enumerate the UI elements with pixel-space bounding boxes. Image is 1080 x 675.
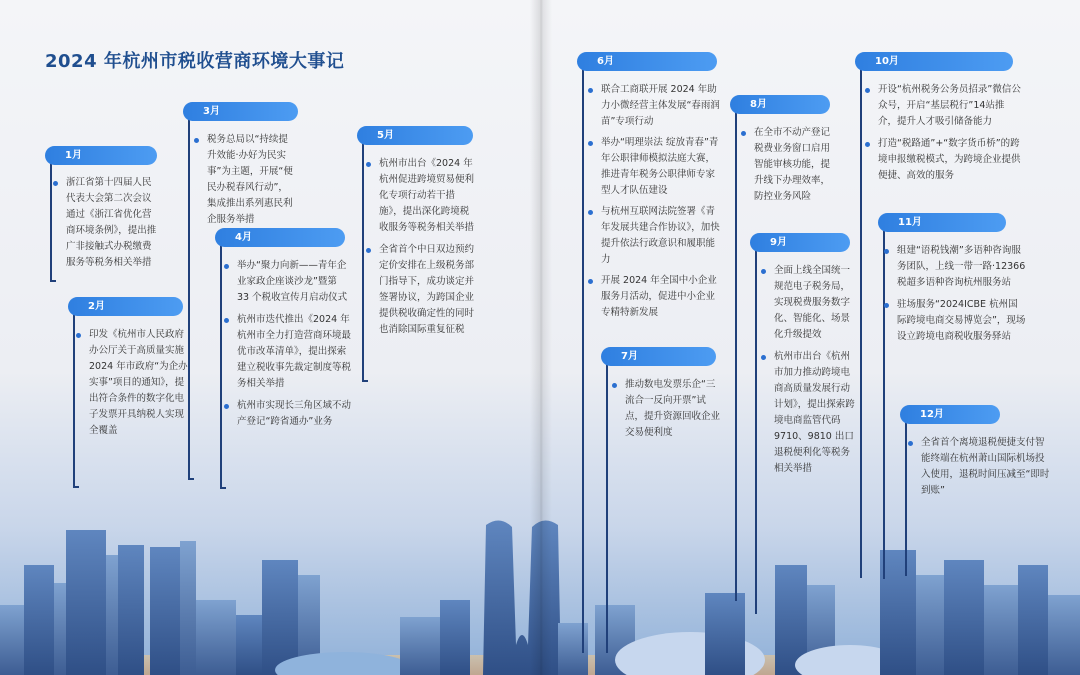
month-label: 10月 [855, 52, 1013, 71]
event-item: 全面上线全国统一规范电子税务局，实现税费服务数字化、智能化、场景化升级提效 [763, 263, 855, 343]
month-label: 12月 [900, 405, 1000, 424]
timeline-line [735, 111, 737, 601]
event-list [743, 125, 831, 211]
event-list [368, 156, 476, 344]
event-item: 组建“语税钱潮”多语种咨询服务团队，上线一带一路·12366 税超多语种咨询杭州服务站 [886, 243, 1026, 291]
event-list [55, 175, 158, 277]
month-label: 5月 [357, 126, 473, 145]
timeline-line [50, 162, 52, 282]
event-list [886, 243, 1026, 351]
timeline-end [73, 486, 79, 488]
event-list [226, 258, 351, 436]
event-item: 联合工商联开展 2024 年助力小微经营主体发展“春雨润苗”专项行动 [590, 82, 720, 130]
event-item: 举办“明理崇法 绽放青春”青年公职律师模拟法庭大赛，推进青年税务公职律师专家型人才队伍建设 [590, 135, 720, 199]
event-list [196, 132, 296, 234]
timeline-end [362, 380, 368, 382]
event-item: 推动数电发票乐企“三流合一反向开票”试点，提升资源回收企业交易便利度 [614, 377, 722, 441]
event-item: 与杭州互联网法院签署《青年发展共建合作协议》，加快提升依法行政意识和履职能力 [590, 204, 720, 268]
event-item: 在全市不动产登记税费业务窗口启用智能审核功能，提升线下办理效率，防控业务风险 [743, 125, 831, 205]
timeline-line [362, 142, 364, 382]
month-label: 7月 [601, 347, 716, 366]
event-item: 打造“税路通”+“数字货币桥”的跨境申报缴税模式，为跨境企业提供便捷、高效的服务 [867, 136, 1022, 184]
event-item: 税务总局以“持续提升效能·办好为民实事”为主题，开展“便民办税春风行动”，集成推出系列惠民利企服务举措 [196, 132, 296, 228]
event-list [614, 377, 722, 447]
event-item: 全省首个中日双边预约定价安排在上级税务部门指导下，成功谈定并签署协议，为跨国企业提供税收确定性的同时也消除国际重复征税 [368, 242, 476, 338]
event-item: 举办“聚力向新——青年企业家政企座谈沙龙”暨第 33 个税收宣传月启动仪式 [226, 258, 351, 306]
month-label: 3月 [183, 102, 298, 121]
timeline-line [905, 421, 907, 576]
event-item: 杭州市实现长三角区域不动产登记“跨省通办”业务 [226, 398, 351, 430]
event-list [590, 82, 720, 326]
event-item: 杭州市出台《杭州市加力推动跨境电商高质量发展行动计划》，提出探索跨境电商监管代码9710、9810 出口退税便利化等税务相关举措 [763, 349, 855, 477]
timeline-end [50, 280, 56, 282]
timeline-line [883, 229, 885, 579]
timeline-line [188, 118, 190, 478]
timeline-line [860, 68, 862, 578]
event-item: 杭州市出台《2024 年杭州促进跨境贸易便利化专项行动若干措施》，提出深化跨境税收服务等税务相关举措 [368, 156, 476, 236]
month-label: 8月 [730, 95, 830, 114]
event-item: 开设“杭州税务公务员招录”微信公众号，开启“基层税行”14站推介，提升人才吸引储备能力 [867, 82, 1022, 130]
page-fold-shadow [530, 0, 552, 675]
timeline-line [755, 249, 757, 614]
month-label: 2月 [68, 297, 183, 316]
event-list [78, 327, 188, 445]
timeline-line [73, 313, 75, 488]
event-list [763, 263, 855, 483]
timeline-end [188, 478, 194, 480]
timeline-line [606, 363, 608, 653]
month-label: 6月 [577, 52, 717, 71]
month-label: 9月 [750, 233, 850, 252]
event-item: 浙江省第十四届人民代表大会第二次会议通过《浙江省优化营商环境条例》，提出推广非接触式办税缴费服务等税务相关举措 [55, 175, 158, 271]
event-item: 驻场服务“2024ICBE 杭州国际跨境电商交易博览会”，现场设立跨境电商税收服务驿站 [886, 297, 1026, 345]
event-list [910, 435, 1050, 505]
page-title: 2024 年杭州市税收营商环境大事记 [45, 51, 345, 72]
event-list [867, 82, 1022, 190]
event-item: 杭州市迭代推出《2024 年杭州市全力打造营商环境最优市改革清单》，提出探索建立税收事先裁定制度等税务相关举措 [226, 312, 351, 392]
month-label: 4月 [215, 228, 345, 247]
timeline-end [220, 487, 226, 489]
event-item: 全省首个离境退税便捷支付智能终端在杭州萧山国际机场投入使用，退税时间压减至“即时到账” [910, 435, 1050, 499]
event-item: 开展 2024 年全国中小企业服务月活动，促进中小企业专精特新发展 [590, 273, 720, 321]
event-item: 印发《杭州市人民政府办公厅关于高质量实施2024 年市政府“为企办实事”项目的通知》，提出符合条件的数字化电子发票开具纳税人实现全覆盖 [78, 327, 188, 439]
month-label: 11月 [878, 213, 1006, 232]
timeline-line [582, 68, 584, 653]
month-label: 1月 [45, 146, 157, 165]
timeline-line [220, 244, 222, 489]
